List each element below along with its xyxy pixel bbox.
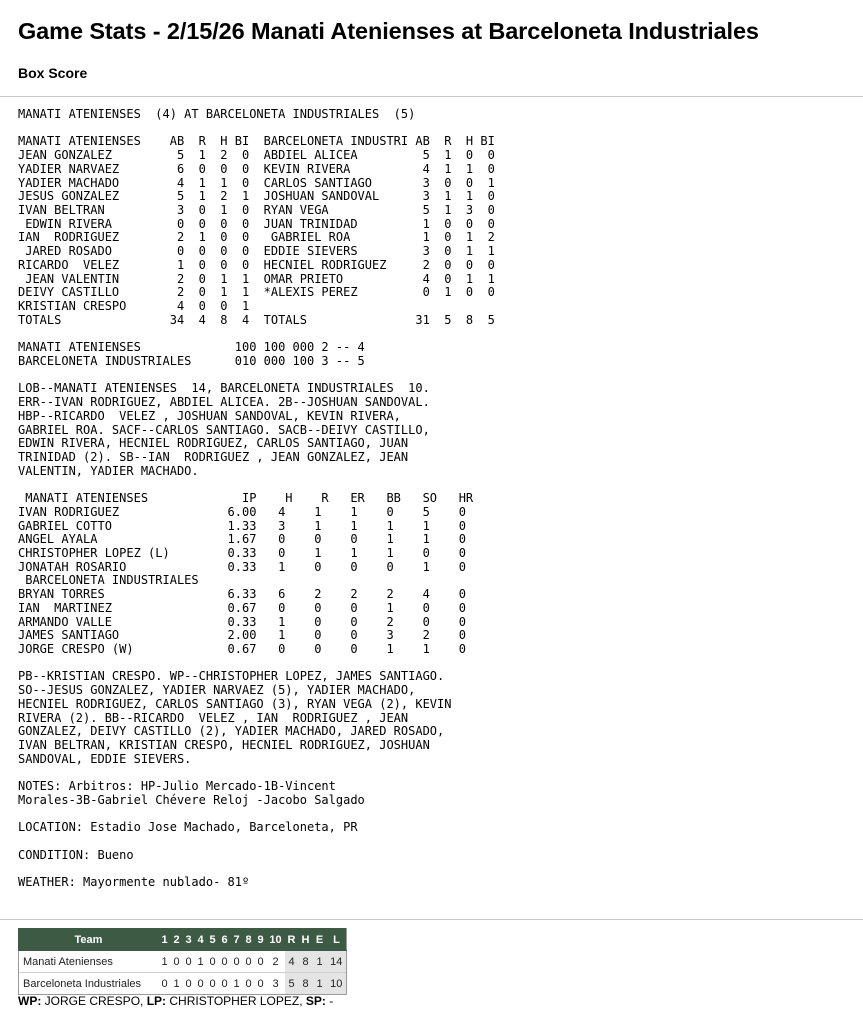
wp-label: WP: (18, 994, 42, 1008)
linescore-errors: 1 (313, 973, 327, 995)
linescore-header-runs: R (285, 929, 299, 951)
linescore-inning-cell: 2 (267, 951, 285, 973)
linescore-inning-cell: 0 (183, 951, 195, 973)
linescore-inning-cell: 1 (159, 951, 171, 973)
linescore-header-inning: 9 (255, 929, 267, 951)
pitching-decisions (18, 994, 333, 1008)
linescore-team-name: Barceloneta Industriales (19, 973, 159, 995)
losing-pitcher: CHRISTOPHER LOPEZ, (169, 994, 303, 1008)
linescore-header-row (19, 929, 347, 951)
linescore-inning-cell: 0 (255, 973, 267, 995)
linescore-inning-cell: 0 (171, 951, 183, 973)
linescore-header-errors: E (313, 929, 327, 951)
linescore-row-away (19, 951, 347, 973)
linescore-header-inning: 6 (219, 929, 231, 951)
winning-pitcher: JORGE CRESPO, (44, 994, 144, 1008)
linescore-header-inning: 3 (183, 929, 195, 951)
linescore-header-inning: 2 (171, 929, 183, 951)
linescore-lob: 14 (327, 951, 347, 973)
linescore-header-inning: 4 (195, 929, 207, 951)
linescore-runs: 4 (285, 951, 299, 973)
linescore-header-lob: L (327, 929, 347, 951)
save-pitcher: - (329, 994, 334, 1008)
page-subtitle: Box Score (18, 65, 88, 81)
linescore-inning-cell: 1 (231, 973, 243, 995)
linescore-lob: 10 (327, 973, 347, 995)
linescore-inning-cell: 0 (207, 951, 219, 973)
linescore-inning-cell: 0 (219, 973, 231, 995)
linescore-inning-cell: 0 (159, 973, 171, 995)
linescore-inning-cell: 0 (195, 973, 207, 995)
linescore-inning-cell: 1 (195, 951, 207, 973)
linescore-row-home (19, 973, 347, 995)
divider-top (0, 96, 863, 97)
linescore-inning-cell: 0 (255, 951, 267, 973)
linescore-errors: 1 (313, 951, 327, 973)
box-score-text: MANATI ATENIENSES (4) AT BARCELONETA INDUSTRIALES (5) MANATI ATENIENSES AB R H BI BARCELONETA INDUSTRI AB R H BI JEAN GONZALEZ 5 1 2 0 ABDIEL ALICEA 5 1 0 0 YADIER NARVAEZ 6 0 0 0 KEVIN RIVERA 4 1 1 0 YADIER MACHADO 4 1 1 0 CARLOS SANTIAGO 3 0 0 1 JESUS GONZALEZ 5 1 2 1 JOSHUAN SANDOVAL 3 1 1 0 IVAN BELTRAN 3 0 1 0 RYAN VEGA 5 1 3 0 EDWIN RIVERA 0 0 0 0 JUAN TRINIDAD 1 0 0 0 IAN RODRIGUEZ 2 1 0 0 GABRIEL ROA 1 0 1 2 JARED ROSADO 0 0 0 0 EDDIE SIEVERS 3 0 1 1 RICARDO VELEZ 1 0 0 0 HECNIEL RODRIGUEZ 2 0 0 0 JEAN VALENTIN 2 0 1 1 OMAR PRIETO 4 0 1 1 DEIVY CASTILLO 2 0 1 1 *ALEXIS PEREZ 0 1 0 0 KRISTIAN CRESPO 4 0 0 1 TOTALS 34 4 8 4 TOTALS 31 5 8 5 MANATI ATENIENSES 100 100 000 2 -- 4 BARCELONETA INDUSTRIALES 010 000 100 3 -- 5 LOB--MANATI ATENIENSES 14, BARCELONETA INDUSTRIALES 10. ERR--IVAN RODRIGUEZ, ABDIEL ALICEA. 2B--JOSHUAN SANDOVAL. HBP--RICARDO VELEZ , JOSHUAN SANDOVAL, KEVIN RIVERA, GABRIEL ROA. SACF--CARLOS SANTIAGO. SACB--DEIVY CASTILLO, EDWIN RIVERA, HECNIEL RODRIGUEZ, CARLOS SANTIAGO, JUAN TRINIDAD (2). SB--IAN RODRIGUEZ , JEAN GONZALEZ, JEAN VALENTIN, YADIER MACHADO. MANATI ATENIENSES IP H R ER BB SO HR IVAN RODRIGUEZ 6.00 4 1 1 0 5 0 GABRIEL COTTO 1.33 3 1 1 1 1 0 ANGEL AYALA 1.67 0 0 0 1 1 0 CHRISTOPHER LOPEZ (L) 0.33 0 1 1 1 0 0 JONATAH ROSARIO 0.33 1 0 0 0 1 0 BARCELONETA INDUSTRIALES BRYAN TORRES 6.33 6 2 2 2 4 0 IAN MARTINEZ 0.67 0 0 0 1 0 0 ARMANDO VALLE 0.33 1 0 0 2 0 0 JAMES SANTIAGO 2.00 1 0 0 3 2 0 JORGE CRESPO (W) 0.67 0 0 0 1 1 0 PB--KRISTIAN CRESPO. WP--CHRISTOPHER LOPEZ, JAMES SANTIAGO. SO--JESUS GONZALEZ, YADIER NARVAEZ (5), YADIER MACHADO, HECNIEL RODRIGUEZ, CARLOS SANTIAGO (3), RYAN VEGA (2), KEVIN RIVERA (2). BB--RICARDO VELEZ , IAN RODRIGUEZ , JEAN GONZALEZ, DEIVY CASTILLO (2), YADIER MACHADO, JARED ROSADO, IVAN BELTRAN, KRISTIAN CRESPO, HECNIEL RODRIGUEZ, JOSHUAN SANDOVAL, EDDIE SIEVERS. NOTES: Arbitros: HP-Julio Mercado-1B-Vincent Morales-3B-Gabriel Chévere Reloj -Jacobo Salgado LOCATION: Estadio Jose Machado, Barceloneta, PR CONDITION: Bueno WEATHER: Mayormente nublado- 81º (18, 107, 495, 890)
linescore-table (18, 928, 347, 995)
linescore-hits: 8 (299, 973, 313, 995)
linescore-header-inning: 5 (207, 929, 219, 951)
linescore-inning-cell: 1 (171, 973, 183, 995)
linescore-team-name: Manati Atenienses (19, 951, 159, 973)
linescore-inning-cell: 0 (183, 973, 195, 995)
linescore-header-inning: 1 (159, 929, 171, 951)
linescore-header-inning: 7 (231, 929, 243, 951)
linescore-runs: 5 (285, 973, 299, 995)
linescore-inning-cell: 3 (267, 973, 285, 995)
linescore-inning-cell: 0 (243, 951, 255, 973)
linescore-header-inning: 10 (267, 929, 285, 951)
linescore-inning-cell: 0 (219, 951, 231, 973)
linescore-header-team: Team (19, 929, 159, 951)
linescore-header-hits: H (299, 929, 313, 951)
linescore-inning-cell: 0 (207, 973, 219, 995)
lp-label: LP: (146, 994, 167, 1008)
divider-bottom (0, 919, 863, 920)
linescore-hits: 8 (299, 951, 313, 973)
linescore-inning-cell: 0 (243, 973, 255, 995)
page-title: Game Stats - 2/15/26 Manati Atenienses at Barceloneta Industriales (18, 18, 759, 44)
linescore-header-inning: 8 (243, 929, 255, 951)
linescore-inning-cell: 0 (231, 951, 243, 973)
sp-label: SP: (305, 994, 326, 1008)
